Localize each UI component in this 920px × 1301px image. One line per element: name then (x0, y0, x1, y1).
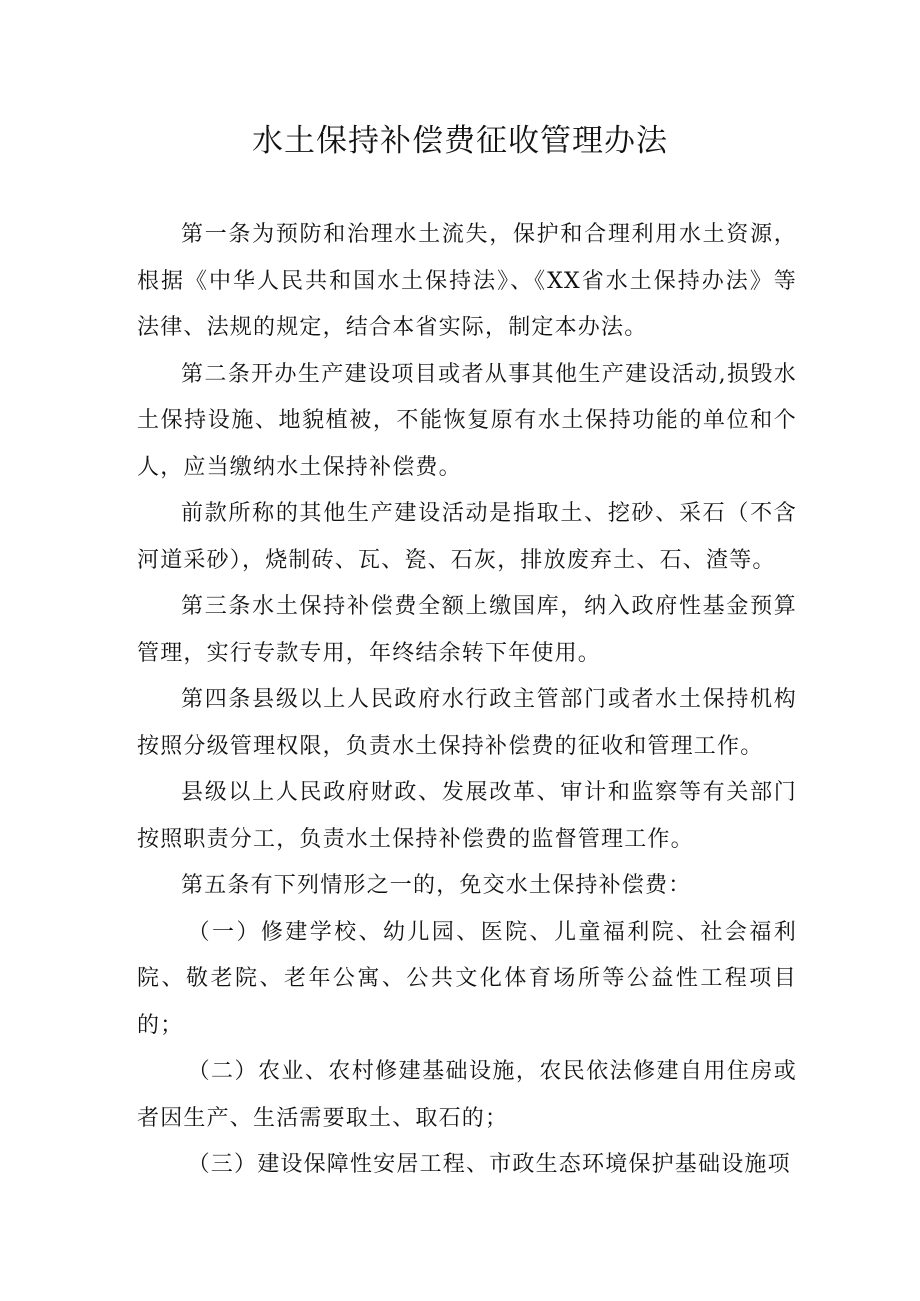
article-1-paragraph: 第一条为预防和治理水土流失，保护和合理利用水土资源，根据《中华人民共和国水土保持法》、《XX省水土保持办法》等法律、法规的规定，结合本省实际，制定本办法。 (137, 222, 797, 340)
article-4-clause-paragraph: 县级以上人民政府财政、发展改革、审计和监察等有关部门按照职责分工，负责水土保持补偿费的监督管理工作。 (137, 780, 797, 852)
article-5-item-2: （二）农业、农村修建基础设施，农民依法修建自用住房或者因生产、生活需要取土、取石的； (137, 1059, 797, 1131)
article-5-paragraph: 第五条有下列情形之一的，免交水土保持补偿费： (181, 873, 692, 898)
document-body (137, 212, 797, 1189)
article-2-paragraph: 第二条开办生产建设项目或者从事其他生产建设活动,损毁水土保持设施、地貌植被，不能恢复原有水土保持功能的单位和个人，应当缴纳水土保持补偿费。 (137, 361, 797, 480)
document-title: 水土保持补偿费征收管理办法 (252, 123, 668, 159)
article-5-item-3: （三）建设保障性安居工程、市政生态环境保护基础设施项 (187, 1152, 791, 1177)
article-5-item-1: （一）修建学校、幼儿园、医院、儿童福利院、社会福利院、敬老院、老年公寓、公共文化体育场所等公益性工程项目的； (137, 919, 797, 1038)
article-2-clause-paragraph: 前款所称的其他生产建设活动是指取土、挖砂、采石（不含河道采砂），烧制砖、瓦、瓷、石灰，排放废弃土、石、渣等。 (137, 501, 797, 573)
article-3-paragraph: 第三条水土保持补偿费全额上缴国库，纳入政府性基金预算管理，实行专款专用，年终结余转下年使用。 (137, 594, 797, 666)
article-4-paragraph: 第四条县级以上人民政府水行政主管部门或者水土保持机构按照分级管理权限，负责水土保持补偿费的征收和管理工作。 (137, 687, 797, 759)
